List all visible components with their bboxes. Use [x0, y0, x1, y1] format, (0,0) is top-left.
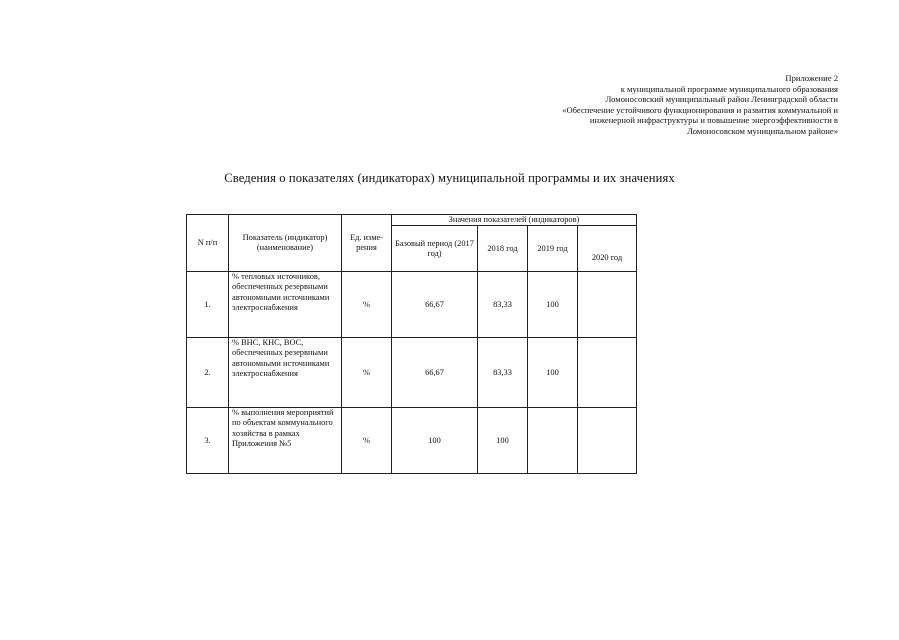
- table-row: [187, 272, 637, 338]
- header-unit: Ед. изме- рения: [342, 215, 392, 272]
- header-2019: 2019 год: [528, 226, 578, 272]
- indicators-table: [186, 214, 637, 474]
- header-2020: 2020 год: [578, 226, 637, 272]
- row-2019-value: 100: [528, 338, 578, 408]
- row-indicator: % тепловых источников, обеспеченных резервными автономными источниками электроснабжения: [229, 272, 342, 338]
- annex-line: Ломоносовский муниципальный район Ленинградской области: [605, 94, 838, 105]
- row-num: 2.: [187, 338, 229, 408]
- row-2020-value: [578, 272, 637, 338]
- row-2019-value: 100: [528, 272, 578, 338]
- header-num: N п/п: [187, 215, 229, 272]
- row-num: 1.: [187, 272, 229, 338]
- row-2020-value: [578, 408, 637, 474]
- row-2018-value: 83,33: [478, 272, 528, 338]
- header-2018: 2018 год: [478, 226, 528, 272]
- table-row: [187, 338, 637, 408]
- annex-header: [562, 73, 838, 137]
- row-indicator: % выполнения мероприятий по объектам коммунального хозяйства в рамках Приложения №5: [229, 408, 342, 474]
- annex-line: Ломоносовском муниципальном районе»: [687, 125, 838, 136]
- row-indicator: % ВНС, КНС, ВОС, обеспеченных резервными автономными источниками электроснабжения: [229, 338, 342, 408]
- row-2018-value: 83,33: [478, 338, 528, 408]
- header-values-group: Значения показателей (индикаторов): [392, 215, 637, 226]
- row-unit: %: [342, 338, 392, 408]
- row-base-value: 66,67: [392, 272, 478, 338]
- row-2019-value: [528, 408, 578, 474]
- table-row: [187, 408, 637, 474]
- annex-line: к муниципальной программе муниципального образования: [620, 83, 838, 94]
- annex-line: инженерной инфраструктуры и повышение энергоэффективности в: [589, 115, 838, 126]
- row-unit: %: [342, 408, 392, 474]
- row-2020-value: [578, 338, 637, 408]
- row-base-value: 66,67: [392, 338, 478, 408]
- header-row: [187, 215, 637, 226]
- header-indicator: Показатель (индикатор) (наименование): [229, 215, 342, 272]
- row-2018-value: 100: [478, 408, 528, 474]
- row-base-value: 100: [392, 408, 478, 474]
- row-unit: %: [342, 272, 392, 338]
- row-num: 3.: [187, 408, 229, 474]
- annex-line: Приложение 2: [785, 73, 838, 83]
- document-title: Сведения о показателях (индикаторах) муниципальной программы и их значениях: [224, 171, 675, 185]
- header-base-period: Базовый период (2017 год): [392, 226, 478, 272]
- annex-line: «Обеспечение устойчивого функционирования и развития коммунальной и: [562, 104, 838, 115]
